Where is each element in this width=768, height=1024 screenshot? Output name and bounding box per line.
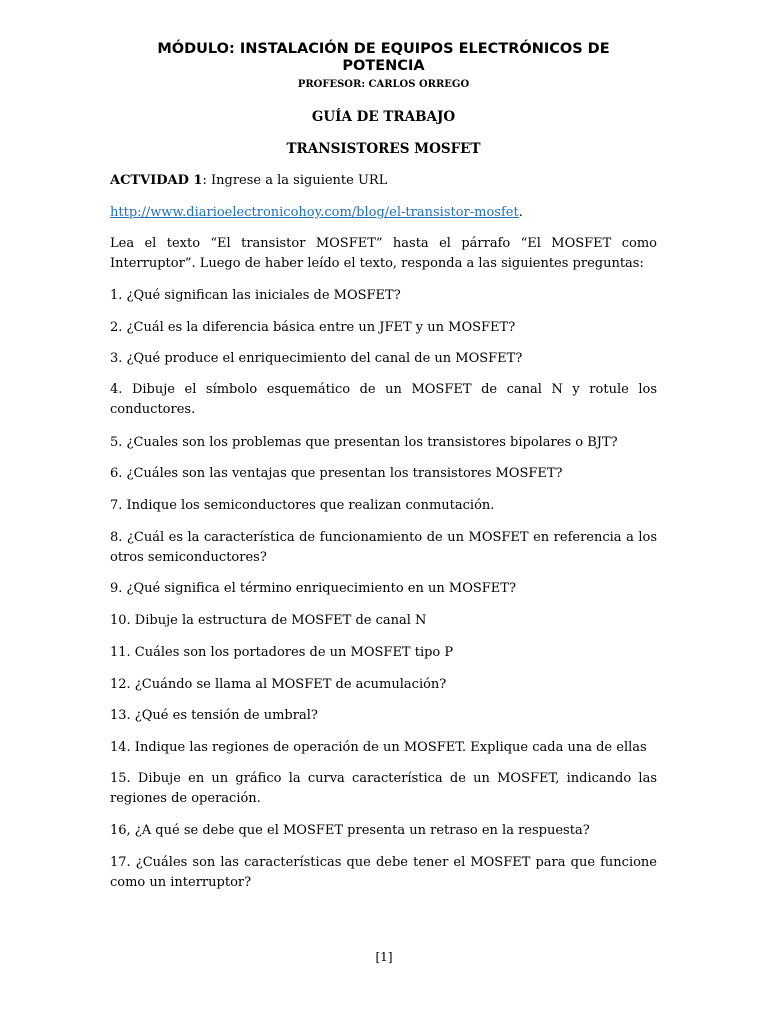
question-item: 16, ¿A qué se debe que el MOSFET presenta un retraso en la respuesta? <box>110 823 590 838</box>
subject-title: TRANSISTORES MOSFET <box>286 141 481 157</box>
question-item: 6. ¿Cuáles son las ventajas que presentan los transistores MOSFET? <box>110 466 563 481</box>
activity-colon: : <box>202 173 207 188</box>
question-item: 15. Dibuje en un gráfico la curva característica de un MOSFET, indicando las regiones de operación. <box>110 771 657 806</box>
question-item: 5. ¿Cuales son los problemas que presentan los transistores bipolares o BJT? <box>110 435 618 450</box>
module-title-line-1: MÓDULO: INSTALACIÓN DE EQUIPOS ELECTRÓNICOS DE <box>157 41 610 57</box>
question-item: 8. ¿Cuál es la característica de funcionamiento de un MOSFET en referencia a los otros semiconductores? <box>110 530 657 565</box>
question-item: 2. ¿Cuál es la diferencia básica entre un JFET y un MOSFET? <box>110 320 516 335</box>
module-title-line-2: POTENCIA <box>342 58 425 74</box>
question-item: 4. Dibuje el símbolo esquemático de un MOSFET de canal N y rotule los conductores. <box>110 382 657 417</box>
url-line <box>110 203 657 223</box>
question-item: 1. ¿Qué significan las iniciales de MOSFET? <box>110 288 401 303</box>
activity-text: Ingrese a la siguiente URL <box>206 173 388 188</box>
professor-name: PROFESOR: CARLOS ORREGO <box>297 79 470 90</box>
question-item: 11. Cuáles son los portadores de un MOSFET tipo P <box>110 645 454 660</box>
question-item: 17. ¿Cuáles son las características que debe tener el MOSFET para que funcione como un interruptor? <box>110 855 657 890</box>
url-suffix: . <box>518 205 523 220</box>
question-item: 3. ¿Qué produce el enriquecimiento del canal de un MOSFET? <box>110 351 523 366</box>
activity-label: ACTVIDAD 1 <box>110 173 203 188</box>
question-item: 9. ¿Qué significa el término enriquecimiento en un MOSFET? <box>110 581 516 596</box>
question-item: 14. Indique las regiones de operación de un MOSFET. Explique cada una de ellas <box>110 740 647 755</box>
activity-line <box>110 171 657 191</box>
intro-paragraph: Lea el texto “El transistor MOSFET” hasta el párrafo “El MOSFET como Interruptor”. Luego de haber leído el texto, responda a las siguientes preguntas: <box>110 236 657 271</box>
question-item: 7. Indique los semiconductores que realizan conmutación. <box>110 498 495 513</box>
module-title <box>110 41 657 75</box>
question-item: 12. ¿Cuándo se llama al MOSFET de acumulación? <box>110 677 447 692</box>
page-number: [1] <box>375 950 393 964</box>
question-item: 13. ¿Qué es tensión de umbral? <box>110 708 318 723</box>
question-item: 10. Dibuje la estructura de MOSFET de canal N <box>110 613 427 628</box>
activity-url-link[interactable]: http://www.diarioelectronicohoy.com/blog/el-transistor-mosfet <box>110 205 519 220</box>
guide-title: GUÍA DE TRABAJO <box>311 109 456 125</box>
